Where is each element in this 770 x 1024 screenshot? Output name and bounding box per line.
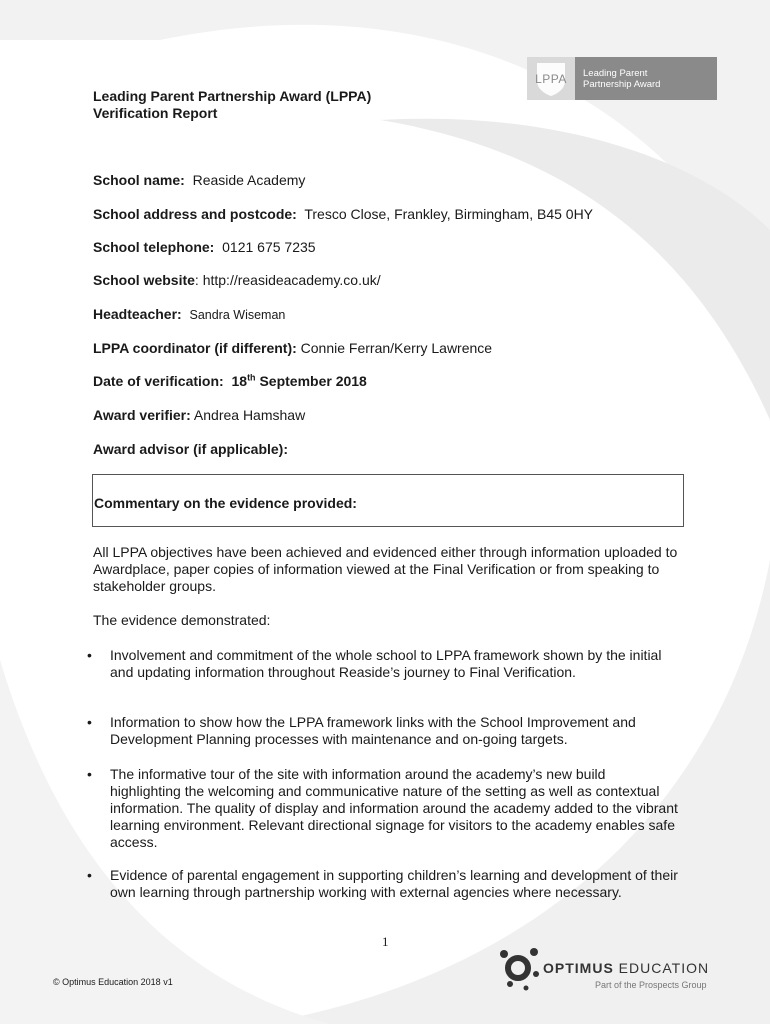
bullet-dot: • (87, 766, 92, 782)
bullet-text: Evidence of parental engagement in supporting children’s learning and development of their own learning through partnership working with external agencies where necessary. (110, 867, 678, 900)
report-title (93, 88, 371, 122)
commentary-heading-box (92, 474, 684, 527)
field-school-address (93, 206, 593, 222)
page-number: 1 (382, 934, 389, 949)
company-name-bold: OPTIMUS (543, 960, 614, 976)
bullet-text: Involvement and commitment of the whole school to LPPA framework shown by the initial and updating information throughout Reaside’s journey to Final Verification. (110, 647, 662, 680)
lppa-logo-line1: Leading Parent (583, 67, 648, 79)
field-value: Andrea Hamshaw (193, 407, 306, 423)
field-value: : http://reasideacademy.co.uk/ (194, 272, 381, 288)
field-label: School website (93, 272, 195, 288)
field-date-of-verification (93, 373, 367, 389)
date-day: 18 (231, 373, 248, 389)
field-label: Date of verification: (93, 373, 224, 389)
evidence-heading: The evidence demonstrated: (93, 612, 271, 628)
commentary-intro: All LPPA objectives have been achieved and evidenced either through information uploaded to Awardplace, paper copies of information viewed at the Final Verification or from speaking to stakeholder groups. (93, 544, 678, 594)
field-value: Connie Ferran/Kerry Lawrence (300, 340, 493, 356)
lppa-mark-text: LPPA (535, 71, 567, 86)
field-label: Headteacher: (93, 306, 182, 322)
field-headteacher (93, 306, 285, 322)
commentary-heading: Commentary on the evidence provided: (94, 495, 357, 511)
field-label: School name: (93, 172, 185, 188)
lppa-logo (527, 57, 717, 100)
lppa-shield-icon (527, 57, 575, 100)
bullet-text: The informative tour of the site with information around the academy’s new build highlighting the welcoming and communicative nature of the setting as well as contextual information. The quality of display and information around the academy added to the vibrant learning environment. Relevant directional signage for visitors to the academy enables safe access. (110, 766, 678, 850)
optimus-tagline: Part of the Prospects Group (595, 980, 707, 990)
field-school-name (93, 172, 305, 188)
field-school-website (93, 272, 381, 288)
field-label: School telephone: (93, 239, 215, 255)
date-suffix: th (247, 372, 256, 383)
field-label: Award verifier: (93, 407, 191, 423)
field-label: School address and postcode: (93, 206, 297, 222)
copyright-notice: © Optimus Education 2018 v1 (53, 977, 173, 987)
field-value: Tresco Close, Frankley, Birmingham, B45 0HY (304, 206, 594, 222)
field-award-verifier (93, 407, 305, 423)
bullet-dot: • (87, 714, 92, 730)
bullet-dot: • (87, 647, 92, 663)
company-name-thin: EDUCATION (618, 960, 710, 976)
field-label: Award advisor (if applicable): (93, 441, 289, 457)
title-line-1: Leading Parent Partnership Award (LPPA) (93, 88, 372, 104)
lppa-logo-line2: Partnership Award (583, 78, 661, 90)
field-value: 0121 675 7235 (222, 239, 316, 255)
field-coordinator (93, 340, 492, 356)
field-award-advisor (93, 441, 288, 457)
optimus-company-name (543, 960, 709, 976)
field-value: Sandra Wiseman (189, 308, 286, 322)
field-school-telephone (93, 239, 316, 255)
bullet-dot: • (87, 867, 92, 883)
date-rest: September 2018 (259, 373, 367, 389)
field-label: LPPA coordinator (if different): (93, 340, 297, 356)
title-line-2: Verification Report (93, 105, 218, 121)
bullet-text: Information to show how the LPPA framework links with the School Improvement and Development Planning processes with maintenance and on-going targets. (110, 714, 636, 747)
field-value: Reaside Academy (192, 172, 306, 188)
